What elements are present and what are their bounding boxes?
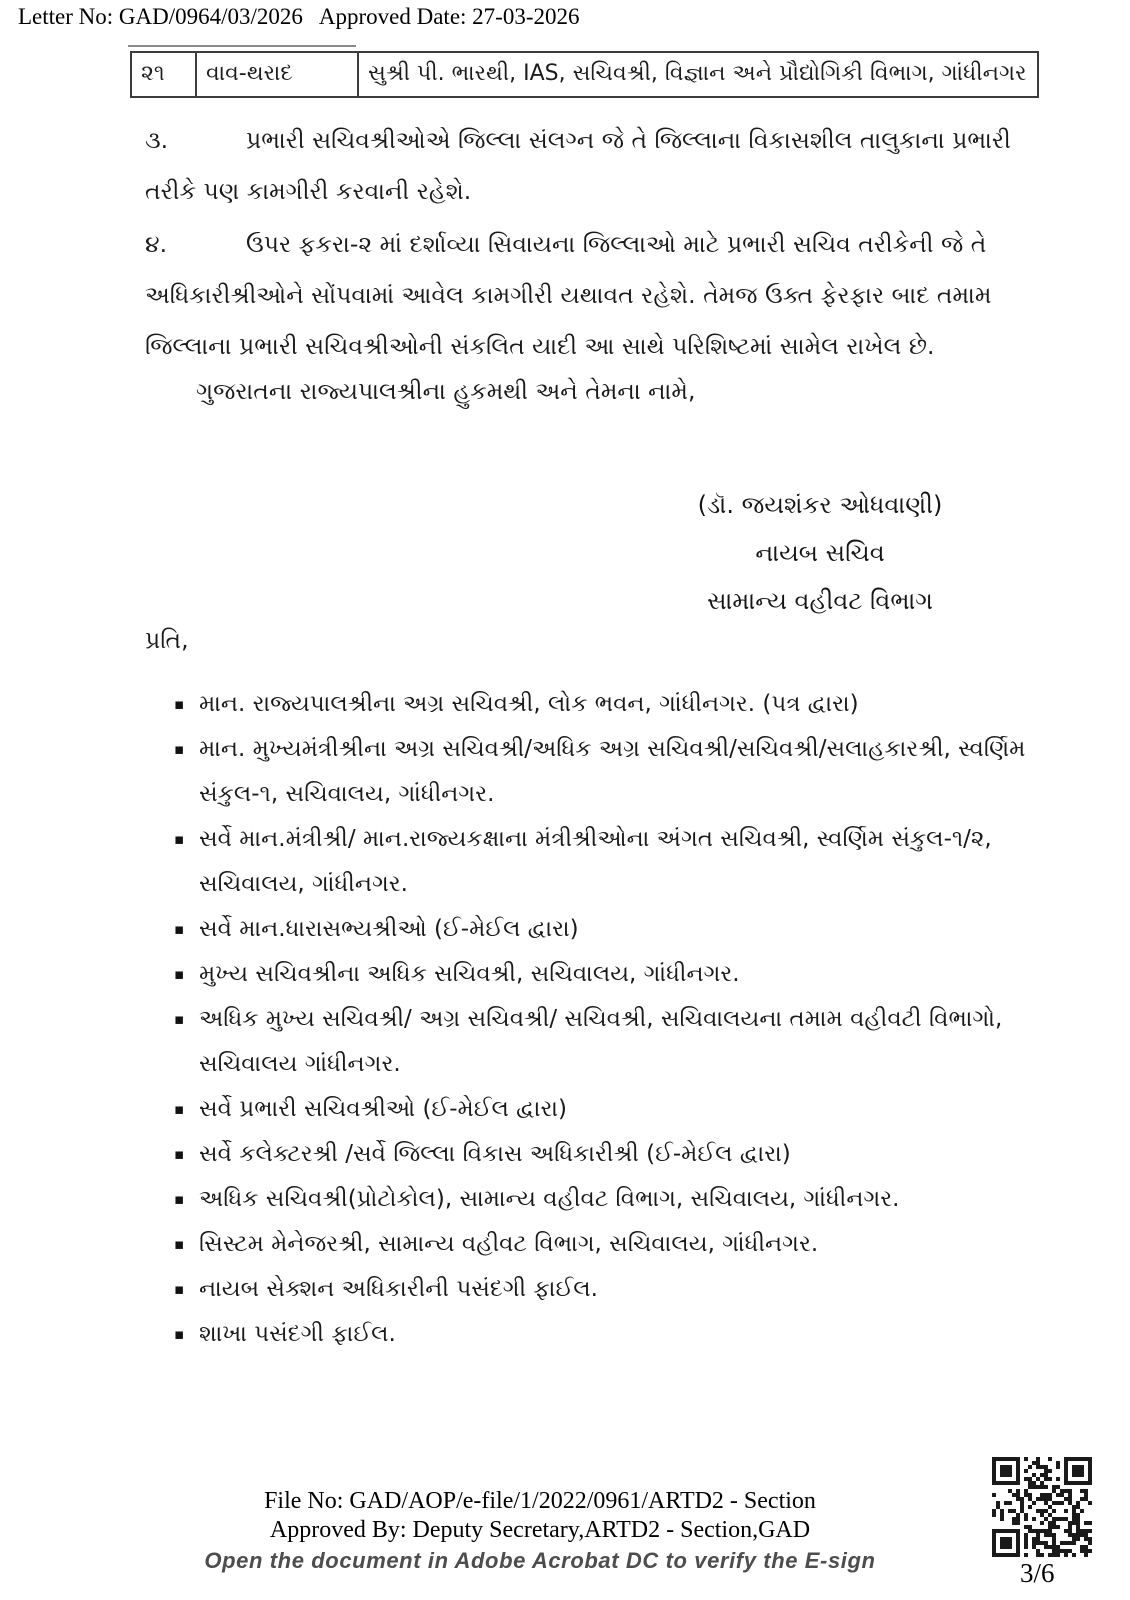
esign-verify-note: Open the document in Adobe Acrobat DC to verify the E-sign xyxy=(204,1548,876,1573)
signatory-designation: નાયબ સચિવ xyxy=(755,539,885,567)
paragraph-4-text: ઉપર ફકરા-૨ માં દર્શાવ્યા સિવાયના જિલ્લાઓ માટે પ્રભારી સચિવ તરીકેની જે તે અધિકારીશ્રીઓને સોંપવામાં આવેલ કામગીરી યથાવત રહેશે. તેમજ ઉક્ત ફેરફાર બાદ તમામ જિલ્લાના પ્રભારી સચિવશ્રીઓની સંકલિત યાદી આ સાથે પરિશિષ્ટમાં સામેલ રાખેલ છે. xyxy=(145,230,992,360)
signatory-name: (ડૉ. જયશંકર ઓધવાણી) xyxy=(697,491,943,519)
table-row xyxy=(131,52,1038,97)
cell-serial-no: ૨૧ xyxy=(131,52,196,97)
list-item xyxy=(172,682,1074,727)
cell-officer: સુશ્રી પી. ભારથી, IAS, સચિવશ્રી, વિજ્ઞાન અને પ્રૌદ્યોગિકી વિભાગ, ગાંધીનગર xyxy=(358,52,1038,97)
list-item xyxy=(172,952,1074,997)
recipient-text: સર્વે પ્રભારી સચિવશ્રીઓ (ઈ-મેઈલ દ્વારા) xyxy=(199,1096,568,1122)
recipient-text: સર્વે માન.ધારાસભ્યશ્રીઓ (ઈ-મેઈલ દ્વારા) xyxy=(199,916,579,942)
recipients-list xyxy=(172,682,1074,1357)
recipient-text: માન. મુખ્યમંત્રીશ્રીના અગ્ર સચિવશ્રી/અધિક અગ્ર સચિવશ્રી/સચિવશ્રી/સલાહકારશ્રી, સ્વર્ણિમ સંકુલ-૧, સચિવાલય, ગાંધીનગર. xyxy=(199,736,1026,807)
recipients-label: પ્રતિ, xyxy=(145,626,189,654)
file-no-line: File No: GAD/AOP/e-file/1/2022/0961/ARTD2 - Section xyxy=(264,1488,816,1514)
recipient-text: નાયબ સેક્શન અધિકારીની પસંદગી ફાઈલ. xyxy=(199,1276,598,1302)
recipient-text: માન. રાજ્યપાલશ્રીના અગ્ર સચિવશ્રી, લોક ભવન, ગાંધીનગર. (પત્ર દ્વારા) xyxy=(199,691,859,717)
paragraph-3 xyxy=(145,115,1067,217)
paragraph-3-text: પ્રભારી સચિવશ્રીઓએ જિલ્લા સંલગ્ન જે તે જિલ્લાના વિકાસશીલ તાલુકાના પ્રભારી તરીકે પણ કામગીરી કરવાની રહેશે. xyxy=(145,126,1011,205)
letter-header: Letter No: GAD/0964/03/2026 Approved Date: 27-03-2026 xyxy=(18,4,580,29)
list-item xyxy=(172,1222,1074,1267)
list-item xyxy=(172,1267,1074,1312)
recipient-text: સર્વે માન.મંત્રીશ્રી/ માન.રાજ્યકક્ષાના મંત્રીશ્રીઓના અંગત સચિવશ્રી, સ્વર્ણિમ સંકુલ-૧/૨, સચિવાલય, ગાંધીનગર. xyxy=(199,826,992,897)
paragraph-4 xyxy=(145,219,1067,372)
signature-block xyxy=(655,481,985,625)
list-item xyxy=(172,1177,1074,1222)
cell-district: વાવ-થરાદ xyxy=(196,52,358,97)
recipient-text: અધિક સચિવશ્રી(પ્રોટોકોલ), સામાન્ય વહીવટ વિભાગ, સચિવાલય, ગાંધીનગર. xyxy=(199,1186,900,1212)
signatory-department: સામાન્ય વહીવટ વિભાગ xyxy=(707,587,933,615)
list-item xyxy=(172,1087,1074,1132)
recipient-text: શાખા પસંદગી ફાઈલ. xyxy=(199,1321,396,1347)
table-continuation-line xyxy=(128,45,356,47)
recipient-text: અધિક મુખ્ય સચિવશ્રી/ અગ્ર સચિવશ્રી/ સચિવશ્રી, સચિવાલયના તમામ વહીવટી વિભાગો, સચિવાલય ગાંધીનગર. xyxy=(199,1006,1003,1077)
list-item xyxy=(172,907,1074,952)
list-item xyxy=(172,1312,1074,1357)
recipient-text: મુખ્ય સચિવશ્રીના અધિક સચિવશ્રી, સચિવાલય, ગાંધીનગર. xyxy=(199,961,740,987)
page-number: 3/6 xyxy=(1020,1558,1055,1588)
paragraph-3-number: ૩. xyxy=(145,126,169,154)
salutation-line: ગુજરાતના રાજ્યપાલશ્રીના હુકમથી અને તેમના નામે, xyxy=(196,377,696,405)
paragraph-4-number: ૪. xyxy=(145,230,168,258)
officer-table xyxy=(130,51,1039,98)
list-item xyxy=(172,727,1074,817)
approved-by-line: Approved By: Deputy Secretary,ARTD2 - Section,GAD xyxy=(269,1517,811,1543)
list-item xyxy=(172,997,1074,1087)
recipient-text: સર્વે કલેક્ટરશ્રી /સર્વે જિલ્લા વિકાસ અધિકારીશ્રી (ઈ-મેઈલ દ્વારા) xyxy=(199,1141,791,1167)
qr-code-icon xyxy=(992,1457,1092,1557)
footer-block xyxy=(150,1487,930,1575)
list-item xyxy=(172,1132,1074,1177)
list-item xyxy=(172,817,1074,907)
recipient-text: સિસ્ટમ મેનેજરશ્રી, સામાન્ય વહીવટ વિભાગ, સચિવાલય, ગાંધીનગર. xyxy=(199,1231,819,1257)
